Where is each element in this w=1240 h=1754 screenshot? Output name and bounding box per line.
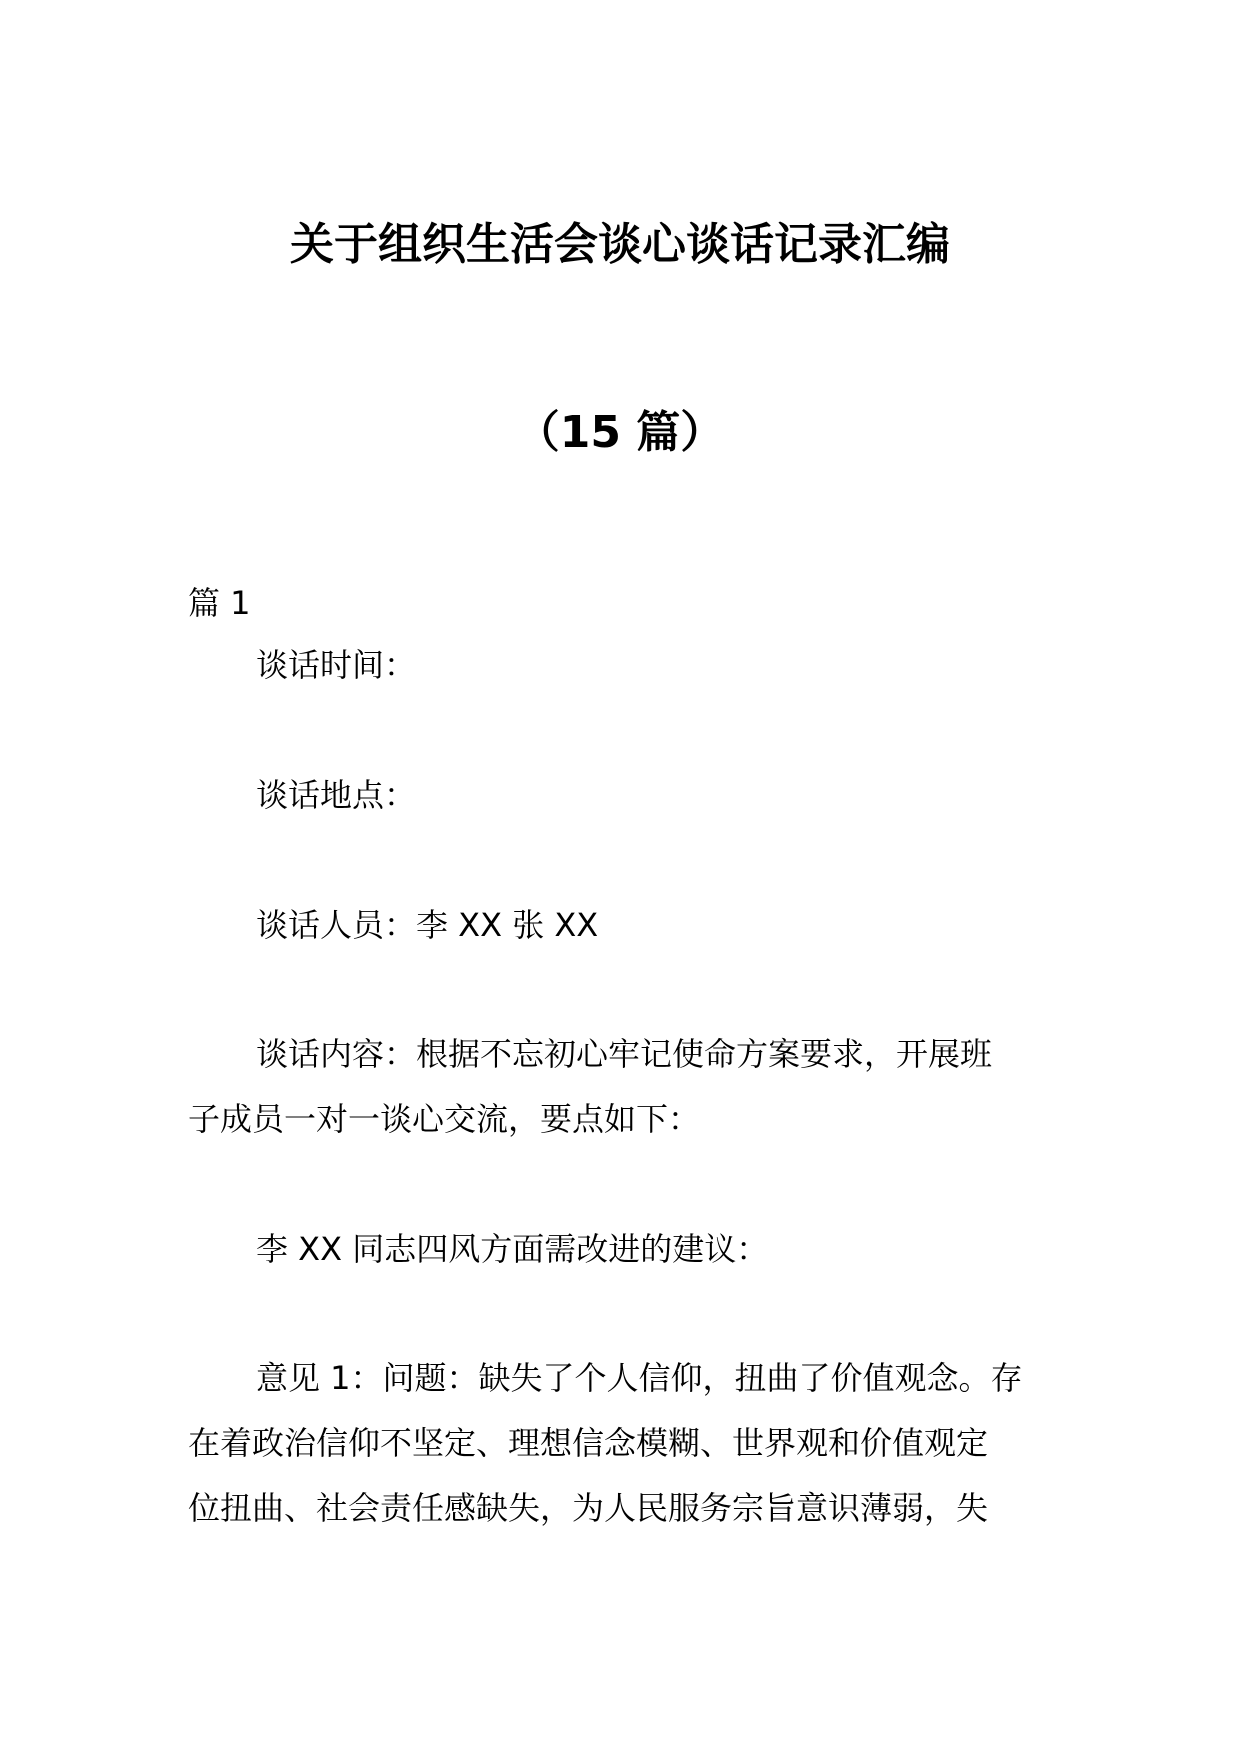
opinion-paragraph: [188, 1346, 1056, 1541]
suggestion-heading: 李 XX 同志四风方面需改进的建议：: [256, 1230, 769, 1268]
talk-content-line: 谈话内容：根据不忘初心牢记使命方案要求，开展班: [256, 1035, 993, 1073]
talk-content-paragraph: [188, 1022, 1056, 1152]
opinion-line: 在着政治信仰不坚定、理想信念模糊、世界观和价值观定: [188, 1424, 989, 1462]
talk-people: 谈话人员：李 XX 张 XX: [256, 906, 599, 944]
talk-content-line: 子成员一对一谈心交流，要点如下：: [188, 1100, 701, 1138]
document-subtitle: （15 篇）: [515, 407, 725, 458]
section-label: 篇 1: [188, 584, 251, 622]
document-title: 关于组织生活会谈心谈话记录汇编: [290, 219, 950, 270]
talk-time-label: 谈话时间：: [256, 646, 417, 684]
talk-place-label: 谈话地点：: [256, 776, 417, 814]
opinion-line: 意见 1：问题：缺失了个人信仰，扭曲了价值观念。存: [256, 1359, 1023, 1397]
opinion-line: 位扭曲、社会责任感缺失，为人民服务宗旨意识薄弱，失: [188, 1489, 989, 1527]
